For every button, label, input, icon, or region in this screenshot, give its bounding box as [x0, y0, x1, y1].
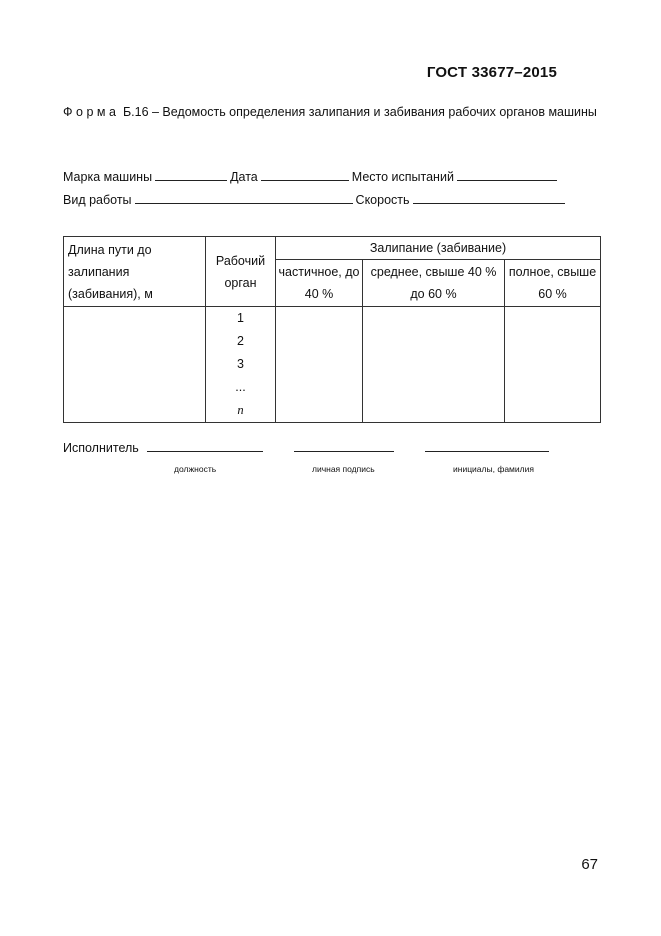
- cell-full[interactable]: [505, 307, 601, 423]
- form-title: [63, 100, 598, 124]
- organ-item: 3: [237, 357, 244, 371]
- caption-signature: личная подпись: [312, 464, 375, 474]
- header-sticking: Залипание (забивание): [276, 237, 601, 260]
- fields-line-1: [63, 169, 560, 184]
- fields-line-2: [63, 192, 568, 207]
- page-number: 67: [581, 856, 598, 873]
- form-title-text: Б.16 – Ведомость определения залипания и забивания рабочих органов машины: [122, 105, 597, 119]
- brand-blank[interactable]: [155, 169, 227, 181]
- cell-medium[interactable]: [363, 307, 505, 423]
- organ-item: ...: [235, 380, 246, 394]
- header-working-organ: Рабочий орган: [206, 237, 276, 307]
- work-label: Вид работы: [63, 193, 132, 207]
- document-code: ГОСТ 33677–2015: [426, 64, 557, 81]
- name-blank[interactable]: [425, 440, 549, 452]
- header-full: полное, свыше 60 %: [505, 260, 601, 307]
- place-blank[interactable]: [457, 169, 557, 181]
- cell-path-length[interactable]: [64, 307, 206, 423]
- organ-item: 2: [237, 334, 244, 348]
- header-medium: среднее, свыше 40 % до 60 %: [363, 260, 505, 307]
- organ-item: n: [237, 403, 244, 417]
- work-blank[interactable]: [135, 192, 353, 204]
- brand-label: Марка машины: [63, 170, 153, 184]
- organ-item: 1: [237, 311, 244, 325]
- signature-label: Исполнитель: [63, 441, 139, 455]
- caption-position: должность: [174, 464, 217, 474]
- speed-label: Скорость: [355, 193, 410, 207]
- header-partial: частичное, до 40 %: [276, 260, 363, 307]
- date-label: Дата: [230, 170, 258, 184]
- place-label: Место испытаний: [351, 170, 454, 184]
- date-blank[interactable]: [261, 169, 349, 181]
- cell-organ-list: [206, 307, 276, 423]
- form-word: Форма: [63, 105, 120, 119]
- cell-partial[interactable]: [276, 307, 363, 423]
- signature-blank[interactable]: [294, 440, 394, 452]
- position-blank[interactable]: [147, 440, 263, 452]
- speed-blank[interactable]: [413, 192, 565, 204]
- form-table: [63, 236, 601, 423]
- signature-row: [63, 440, 552, 455]
- caption-name: инициалы, фамилия: [453, 464, 534, 474]
- header-path-length: Длина пути до залипания (забивания), м: [64, 237, 206, 307]
